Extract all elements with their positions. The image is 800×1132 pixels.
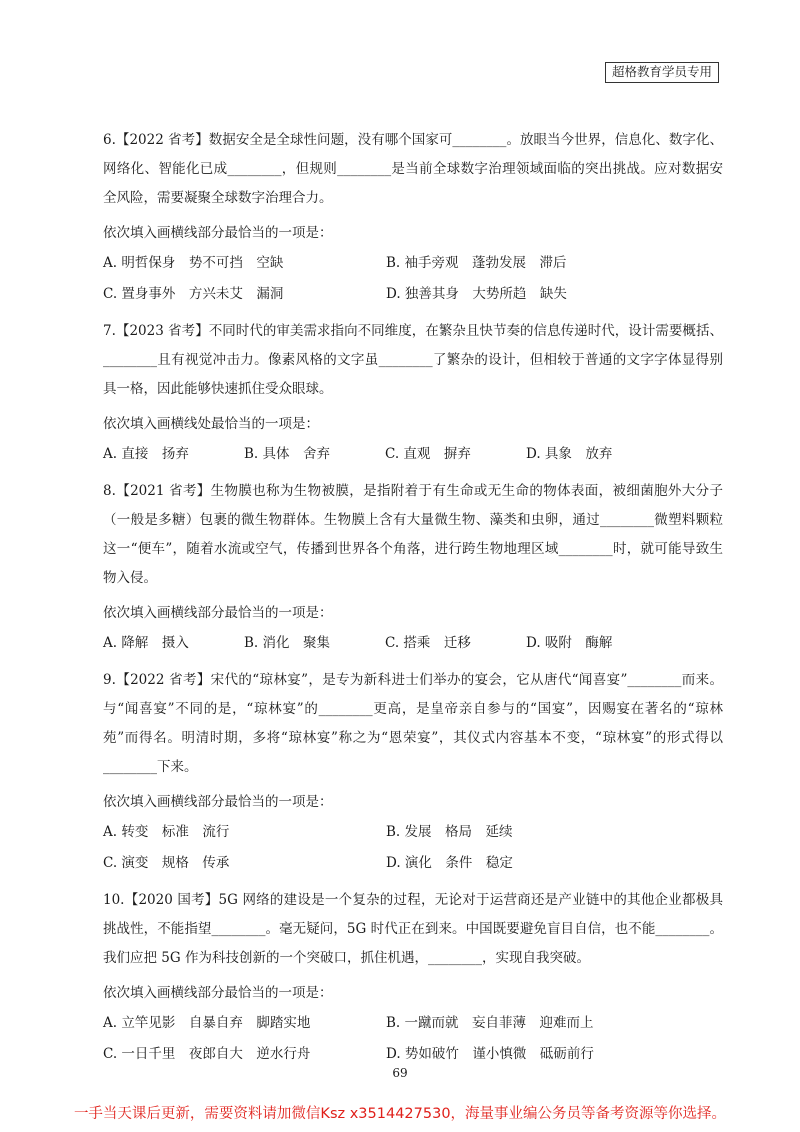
question-instruction: 依次填入画横线处最恰当的一项是： — [103, 416, 319, 432]
question-8 — [103, 477, 723, 654]
option-a[interactable]: A. 立竿见影 自暴自弃 脚踏实地 — [103, 1015, 311, 1031]
option-b[interactable]: B. 袖手旁观 蓬勃发展 滞后 — [386, 255, 567, 271]
option-list — [103, 822, 723, 874]
option-a[interactable]: A. 转变 标准 流行 — [103, 824, 230, 840]
option-list — [103, 444, 723, 465]
page-number: 69 — [392, 1066, 408, 1080]
question-text: 10.【2020 国考】5G 网络的建设是一个复杂的过程，无论对于运营商还是产业链中的其他企业都极具挑战性，不能指望________。毫无疑问，5G 时代正在到来。中国既要避免盲目自信，也不能________。我们应把 5G 作为科技创新的一个突破口，抓住机遇，________，实现自我突破。 — [103, 892, 723, 966]
header-badge: 超格教育学员专用 — [605, 62, 719, 83]
question-instruction: 依次填入画横线部分最恰当的一项是： — [103, 605, 333, 621]
option-a[interactable]: A. 降解 摄入 — [103, 635, 189, 651]
option-b[interactable]: B. 一蹴而就 妄自菲薄 迎难而上 — [386, 1015, 594, 1031]
question-instruction: 依次填入画横线部分最恰当的一项是： — [103, 985, 333, 1001]
question-list — [103, 126, 723, 1077]
option-list — [103, 253, 723, 305]
option-c[interactable]: C. 演变 规格 传承 — [103, 855, 230, 871]
question-instruction: 依次填入画横线部分最恰当的一项是： — [103, 225, 333, 241]
question-9 — [103, 666, 723, 874]
option-c[interactable]: C. 一日千里 夜郎自大 逆水行舟 — [103, 1046, 311, 1062]
option-a[interactable]: A. 明哲保身 势不可挡 空缺 — [103, 255, 284, 271]
question-6 — [103, 126, 723, 305]
option-d[interactable]: D. 演化 条件 稳定 — [386, 855, 513, 871]
option-list — [103, 1013, 723, 1065]
option-a[interactable]: A. 直接 扬弃 — [103, 446, 189, 462]
option-d[interactable]: D. 具象 放弃 — [526, 446, 613, 462]
option-c[interactable]: C. 置身事外 方兴未艾 漏洞 — [103, 286, 284, 302]
option-b[interactable]: B. 消化 聚集 — [244, 635, 331, 651]
question-7 — [103, 317, 723, 465]
question-text: 7.【2023 省考】不同时代的审美需求指向不同维度，在繁杂且快节奏的信息传递时代，设计需要概括、________且有视觉冲击力。像素风格的文字虽________了繁杂的设计，但相较于普通的文字字体显得别具一格，因此能够快速抓住受众眼球。 — [103, 323, 723, 397]
footer-notice: 一手当天课后更新，需要资料请加微信Ksz x3514427530，海量事业编公务员等备考资源等你选择。 — [73, 1106, 727, 1122]
question-10 — [103, 886, 723, 1065]
option-c[interactable]: C. 搭乘 迁移 — [385, 635, 471, 651]
option-d[interactable]: D. 势如破竹 谨小慎微 砥砺前行 — [386, 1046, 594, 1062]
option-c[interactable]: C. 直观 摒弃 — [385, 446, 471, 462]
option-list — [103, 633, 723, 654]
option-d[interactable]: D. 吸附 酶解 — [526, 635, 613, 651]
option-b[interactable]: B. 发展 格局 延续 — [386, 824, 513, 840]
option-d[interactable]: D. 独善其身 大势所趋 缺失 — [386, 286, 567, 302]
option-b[interactable]: B. 具体 舍弃 — [244, 446, 331, 462]
question-text: 8.【2021 省考】生物膜也称为生物被膜，是指附着于有生命或无生命的物体表面，被细菌胞外大分子（一般是多糖）包裹的微生物群体。生物膜上含有大量微生物、藻类和虫卵，通过________微塑料颗粒这一“便车”，随着水流或空气，传播到世界各个角落，进行跨生物地理区域________时，就可能导致生物入侵。 — [103, 483, 723, 586]
question-text: 9.【2022 省考】宋代的“琼林宴”，是专为新科进士们举办的宴会，它从唐代“闻喜宴”________而来。与“闻喜宴”不同的是，“琼林宴”的________更高，是皇帝亲自参与的“国宴”，因赐宴在著名的“琼林苑”而得名。明清时期，多将“琼林宴”称之为“恩荣宴”，其仪式内容基本不变，“琼林宴”的形式得以________下来。 — [103, 672, 723, 775]
question-text: 6.【2022 省考】数据安全是全球性问题，没有哪个国家可________。放眼当今世界，信息化、数字化、网络化、智能化已成________，但规则________是当前全球数字治理领域面临的突出挑战。应对数据安全风险，需要凝聚全球数字治理合力。 — [103, 132, 723, 206]
question-instruction: 依次填入画横线部分最恰当的一项是： — [103, 794, 333, 810]
